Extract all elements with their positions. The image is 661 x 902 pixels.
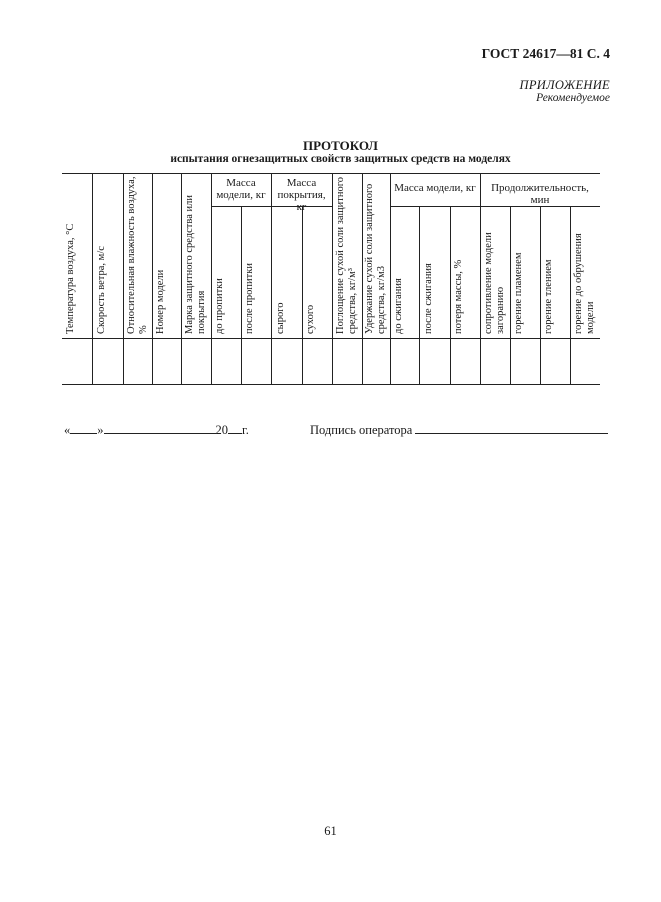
appendix-note: Рекомендуемое: [536, 92, 610, 104]
protocol-table: [62, 173, 600, 384]
column-rule: [332, 173, 333, 384]
table-header-rule: [62, 338, 600, 339]
column-rule: [390, 173, 391, 384]
date-close-quote: »: [97, 423, 104, 437]
column-header: Удержание сухой соли защитного средства, кг/м3: [364, 183, 387, 334]
column-header: Марка защитного средства или покрытия: [184, 195, 207, 334]
column-header: Относительная влажность воздуха, %: [126, 176, 149, 334]
column-rule: [362, 173, 363, 384]
column-header: Номер модели: [155, 269, 166, 334]
column-header: Скорость ветра, м/с: [96, 246, 107, 334]
column-rule: [211, 173, 212, 384]
column-rule: [302, 206, 303, 384]
date-month-blank: [104, 422, 216, 434]
column-header: горение тлением: [543, 259, 554, 334]
column-rule: [540, 206, 541, 384]
column-rule: [152, 173, 153, 384]
column-rule: [510, 206, 511, 384]
column-rule: [271, 173, 272, 384]
table-bottom-rule: [62, 384, 600, 385]
column-rule: [123, 173, 124, 384]
column-header: горение пламенем: [513, 252, 524, 334]
date-year: 20: [215, 423, 228, 437]
table-top-rule: [62, 173, 600, 174]
page-number: 61: [324, 824, 337, 838]
column-header: потеря массы, %: [453, 259, 464, 334]
date-day-blank: [70, 422, 97, 434]
column-rule: [92, 173, 93, 384]
column-header: до пропитки: [214, 278, 225, 334]
date-open-quote: «: [64, 423, 71, 437]
title-main: ПРОТОКОЛ: [303, 138, 378, 153]
column-header: сухого: [305, 304, 316, 334]
column-rule: [450, 206, 451, 384]
date-suffix: г.: [242, 423, 249, 437]
column-header: Температура воздуха, °С: [65, 223, 76, 334]
column-header: сопротивление модели загоранию: [483, 232, 506, 334]
appendix-block: [520, 78, 610, 104]
column-rule: [419, 206, 420, 384]
group-header: Масса модели, кг: [216, 177, 266, 201]
column-rule: [181, 173, 182, 384]
title-sub: испытания огнезащитных свойств защитных средств на моделях: [170, 153, 511, 165]
column-rule: [480, 173, 481, 384]
group-header: Масса модели, кг: [394, 182, 476, 194]
document-title: [0, 138, 661, 165]
date-year-blank: [228, 422, 242, 434]
column-header: после пропитки: [244, 263, 255, 334]
group-header: Продолжительность, мин: [491, 182, 589, 206]
signature-label: Подпись оператора: [310, 423, 413, 437]
column-header: после сжигания: [423, 263, 434, 334]
group-header: Масса покрытия, кг: [277, 177, 326, 213]
signature-blank: [415, 422, 608, 434]
column-header: горение до обрушения модели: [573, 233, 596, 334]
standard-reference: ГОСТ 24617—81 С. 4: [481, 46, 610, 61]
column-rule: [570, 206, 571, 384]
signature-line: [310, 422, 608, 438]
group-rule-right: [390, 206, 600, 207]
appendix-label: ПРИЛОЖЕНИЕ: [519, 78, 610, 92]
column-header: до сжигания: [393, 278, 404, 334]
column-header: сырого: [275, 302, 286, 334]
date-line: [64, 422, 249, 438]
column-rule: [241, 206, 242, 384]
column-header: Поглощение сухой соли защитного средства, кг/м³: [335, 176, 358, 334]
